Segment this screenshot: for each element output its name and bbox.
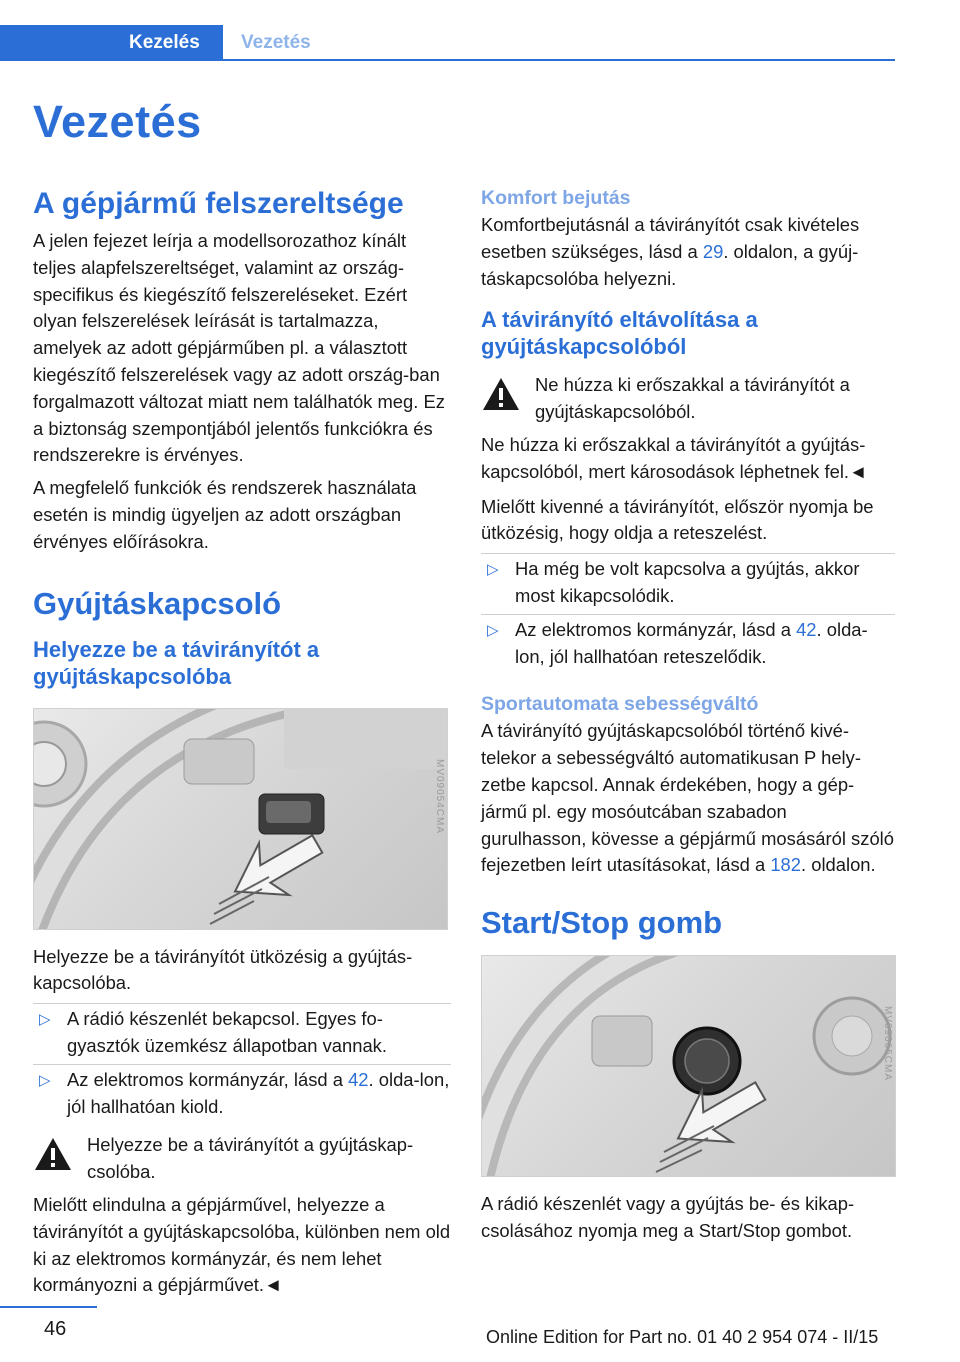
warning-icon xyxy=(33,1136,73,1172)
page-header xyxy=(0,25,895,63)
page-number: 46 xyxy=(44,1318,67,1340)
paragraph: A jelen fejezet leírja a modellsorozathoz kínált teljes alapfelszereltséget, valamint az ország-specifikus és kiegészítő felszereléseket. Ezért olyan felszerelések leírását is tartalmazza, amelyek az adott gépjárműben pl. a választott kiegészítő felszerelések vagy az adott ország-ban forgalmazott változat miatt nem találhatók meg. Ez a biztonság szempontjából jelentős funkciókra és rendszerekre is érvényes. xyxy=(33,230,445,466)
section-title-ignition: Gyújtáskapcsoló xyxy=(33,585,282,621)
list-item xyxy=(481,614,895,671)
figure-caption: Helyezze be a távirányítót ütközésig a gyújtás-kapcsolóba. xyxy=(33,945,413,994)
page-link[interactable]: 182 xyxy=(770,854,801,876)
figure-insert-remote xyxy=(33,708,448,930)
figure-start-stop-button xyxy=(481,955,896,1177)
right-column xyxy=(481,186,895,1251)
paragraph xyxy=(481,212,895,292)
tab-kezeles[interactable]: Kezelés xyxy=(0,25,223,61)
figure-code: MV09054CMA xyxy=(434,758,445,834)
footer-divider xyxy=(0,1306,97,1308)
list-item xyxy=(33,1064,451,1121)
triangle-bullet-icon: ▷ xyxy=(39,1011,51,1029)
list-item xyxy=(481,553,895,610)
page-link[interactable]: 42 xyxy=(796,618,817,640)
list-item-text: . olda-lon, jól hallhatóan reteszelődik. xyxy=(515,618,868,667)
list-item-text: . olda-lon, jól hallhatóan kiold. xyxy=(67,1068,450,1117)
figure-caption: A rádió készenlét vagy a gyújtás be- és kikap-csolásához nyomja meg a Start/Stop gombot. xyxy=(481,1193,855,1241)
tab-vezetes[interactable]: Vezetés xyxy=(241,32,311,53)
page-link[interactable]: 29 xyxy=(702,240,724,262)
paragraph-text: Komfortbejutásnál a távirányítót csak kivételes esetben szükséges, lásd a xyxy=(481,214,860,262)
paragraph: Mielőtt kivenné a távirányítót, először nyomja be ütközésig, hogy oldja a reteszelést. xyxy=(481,495,874,544)
section-title-start-stop: Start/Stop gomb xyxy=(481,905,723,941)
header-divider xyxy=(223,59,895,61)
subsection-title-sport: Sportautomata sebességváltó xyxy=(481,693,759,716)
subsection-title-remove: A távirányító eltávolítása a gyújtáskapcsolóból xyxy=(481,307,758,360)
list-item xyxy=(33,1003,451,1060)
bullet-list xyxy=(33,1003,451,1120)
list-item-text: Az elektromos kormányzár, lásd a xyxy=(515,618,797,640)
page-link[interactable]: 42 xyxy=(348,1068,369,1090)
left-column xyxy=(33,186,451,1305)
paragraph: A megfelelő funkciók és rendszerek használata esetén is mindig ügyeljen az adott országban érvényes előírásokra. xyxy=(33,477,417,552)
warning-text: Ne húzza ki erőszakkal a távirányítót a gyújtáskapcsolóból. xyxy=(535,374,850,423)
section-title-equipment: A gépjármű felszereltsége xyxy=(33,187,404,220)
warning-box xyxy=(33,1132,451,1186)
paragraph: Ne húzza ki erőszakkal a távirányítót a gyújtás-kapcsolóból, mert károsodások léphetnek fel.◄ xyxy=(481,433,868,482)
warning-box xyxy=(481,372,895,426)
paragraph-text: . oldalon. xyxy=(801,854,876,876)
subsection-title-comfort: Komfort bejutás xyxy=(481,187,631,209)
paragraph-text: A távirányító gyújtáskapcsolóból történő kivé-telekor a sebességváltó automatikusan P hely-zetbe kapcsol. Annak érdekében, hogy a gép-jármű pl. egy mosóutcában szabadon gurulhasson, kövesse a gépjármű mosásáról szóló fejezetben leírt utasításokat, lásd a xyxy=(481,720,894,876)
paragraph: Mielőtt elindulna a gépjárművel, helyezze a távirányítót a gyújtáskapcsolóba, különben nem old ki az elektromos kormányzár, és nem lehet kormányozni a gépjárművet.◄ xyxy=(33,1193,451,1296)
triangle-bullet-icon: ▷ xyxy=(487,621,499,639)
list-item-text: A rádió készenlét bekapcsol. Egyes fo-gyasztók üzemkész állapotban vannak. xyxy=(67,1008,387,1056)
list-item-text: Az elektromos kormányzár, lásd a xyxy=(67,1068,349,1090)
warning-icon xyxy=(481,376,521,412)
triangle-bullet-icon: ▷ xyxy=(487,561,499,579)
subsection-title-insert: Helyezze be a távirányítót a gyújtáskapcsolóba xyxy=(33,636,320,689)
warning-text: Helyezze be a távirányítót a gyújtáskap-csolóba. xyxy=(87,1134,414,1183)
list-item-text: Ha még be volt kapcsolva a gyújtás, akkor most kikapcsolódik. xyxy=(515,558,860,606)
paragraph-text: . oldalon, a gyúj-táskapcsolóba helyezni. xyxy=(481,240,859,289)
page-title: Vezetés xyxy=(33,96,202,147)
paragraph xyxy=(481,718,895,879)
figure-code: MV09065CMA xyxy=(882,1006,893,1082)
bullet-list xyxy=(481,553,895,670)
triangle-bullet-icon: ▷ xyxy=(39,1071,51,1089)
edition-text: Online Edition for Part no. 01 40 2 954 074 - II/15 xyxy=(486,1327,879,1347)
